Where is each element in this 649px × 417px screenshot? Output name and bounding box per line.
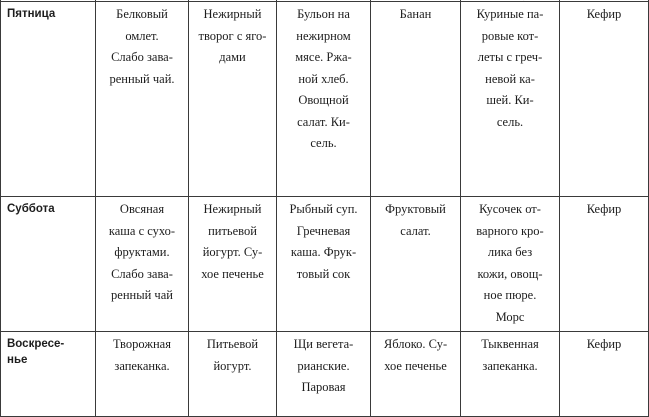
meal-cell: Банан (371, 2, 461, 197)
meal-cell: Кефир (560, 332, 649, 417)
meal-cell: Фруктовый салат. (371, 197, 461, 332)
meal-cell: Кусочек от- варного кро- лика без кожи, овощ- ное пюре. Морс (461, 197, 560, 332)
meal-cell: Овсяная каша с сухо- фруктами. Слабо зава- ренный чай (96, 197, 189, 332)
meal-cell: Бульон на нежирном мясе. Ржа- ной хлеб. Овощной салат. Ки- сель. (277, 2, 371, 197)
table-row-sunday (1, 332, 649, 417)
meal-cell: Куриные па- ровые кот- леты с греч- невой ка- шей. Ки- сель. (461, 2, 560, 197)
meal-cell: Рыбный суп. Гречневая каша. Фрук- товый сок (277, 197, 371, 332)
meal-cell: Тыквенная запеканка. (461, 332, 560, 417)
day-label: Воскресе- нье (1, 332, 96, 417)
table-row-saturday (1, 197, 649, 332)
table-row-friday (1, 2, 649, 197)
meal-cell: Белковый омлет. Слабо зава- ренный чай. (96, 2, 189, 197)
meal-cell: Нежирный питьевой йогурт. Су- хое печенье (189, 197, 277, 332)
day-label: Пятница (1, 2, 96, 197)
meal-cell: Питьевой йогурт. (189, 332, 277, 417)
meal-cell: Яблоко. Су- хое печенье (371, 332, 461, 417)
meal-cell: Творожная запеканка. (96, 332, 189, 417)
meal-cell: Нежирный творог с яго- дами (189, 2, 277, 197)
day-label: Суббота (1, 197, 96, 332)
meal-cell: Кефир (560, 197, 649, 332)
meal-cell: Щи вегета- рианские. Паровая (277, 332, 371, 417)
meal-cell: Кефир (560, 2, 649, 197)
